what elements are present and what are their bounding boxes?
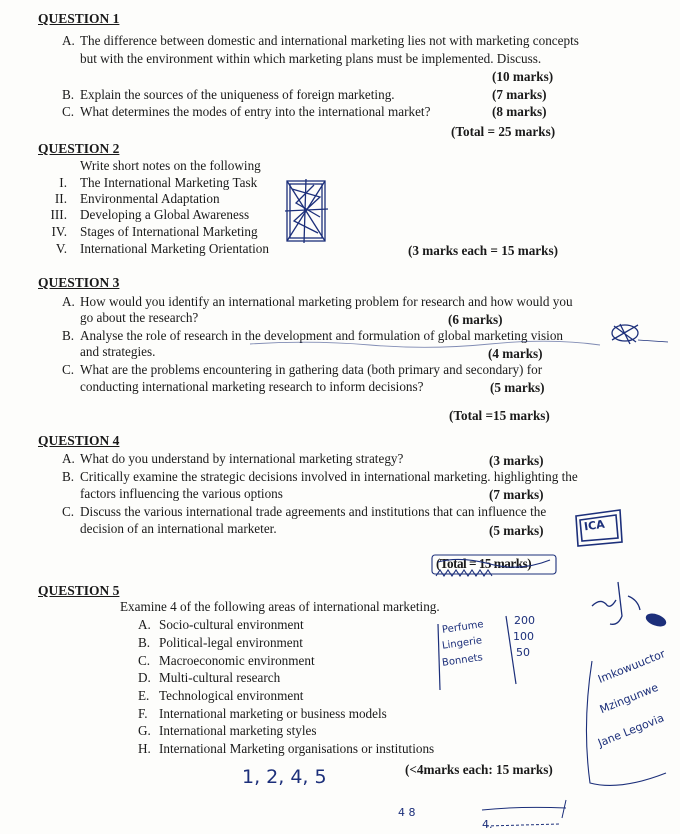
q5-item-b-text: Political-legal environment: [159, 635, 303, 650]
question-2-heading: QUESTION 2: [38, 141, 120, 156]
q4-b-letter: B.: [62, 469, 75, 484]
q3-c-marks: (5 marks): [490, 380, 545, 395]
question-5-heading: QUESTION 5: [38, 583, 120, 598]
q2-item-1-text: The International Marketing Task: [80, 175, 258, 190]
q5-item-h-letter: H.: [138, 741, 151, 756]
ica-stamp-text: ICA: [583, 517, 606, 534]
q1-b-letter: B.: [62, 87, 75, 102]
underline-scribble: [250, 336, 610, 350]
q4-a-marks: (3 marks): [489, 453, 544, 468]
q4-b-line2: factors influencing the various options: [80, 486, 283, 501]
q3-a-letter: A.: [62, 294, 75, 309]
q5-item-d-text: Multi-cultural research: [159, 670, 281, 685]
q5-item-g-text: International marketing styles: [159, 723, 317, 738]
q4-b-line1: Critically examine the strategic decisions involved in international marketing. highlighting the: [80, 469, 578, 484]
bottom-scribble: [480, 798, 580, 832]
q2-item-5-num: V.: [55, 241, 67, 256]
question-3-heading: QUESTION 3: [38, 275, 120, 290]
handwritten-num-1: 200: [514, 614, 535, 627]
q3-c-line2: conducting international marketing research to inform decisions?: [80, 379, 424, 394]
q2-intro: Write short notes on the following: [80, 158, 261, 173]
q2-item-1-num: I.: [59, 175, 67, 190]
q1-c-marks: (8 marks): [492, 104, 547, 119]
q5-item-a-letter: A.: [138, 617, 151, 632]
q5-item-b-letter: B.: [138, 635, 151, 650]
q4-a-text: What do you understand by international marketing strategy?: [80, 451, 404, 466]
q3-b-marks: (4 marks): [488, 346, 543, 361]
q5-item-f-letter: F.: [138, 706, 148, 721]
q2-item-3-text: Developing a Global Awareness: [80, 207, 250, 222]
q2-item-2-num: II.: [54, 191, 67, 206]
total-scribble: [430, 552, 560, 582]
q3-a-line2: go about the research?: [80, 310, 199, 325]
q1-b-marks: (7 marks): [492, 87, 547, 102]
handwritten-bottom-2: 4.: [482, 818, 493, 831]
q5-item-e-letter: E.: [138, 688, 150, 703]
box-sketch-icon: [284, 177, 330, 247]
q5-item-a-text: Socio-cultural environment: [159, 617, 304, 632]
margin-scribble: [588, 576, 678, 646]
q2-item-4-text: Stages of International Marketing: [80, 224, 258, 239]
q2-marks: (3 marks each = 15 marks): [408, 243, 558, 258]
q2-item-3-num: III.: [50, 207, 67, 222]
q3-a-line1: How would you identify an international marketing problem for research and how would you: [80, 294, 573, 309]
q3-b-letter: B.: [62, 328, 75, 343]
q5-item-e-text: Technological environment: [159, 688, 304, 703]
q1-a-marks: (10 marks): [492, 69, 554, 84]
q4-c-line2: decision of an international marketer.: [80, 521, 277, 536]
q5-item-c-letter: C.: [138, 653, 151, 668]
handwritten-num-3: 50: [516, 646, 530, 659]
q3-total: (Total =15 marks): [449, 408, 550, 423]
margin-note-2: Mzingunwe: [597, 680, 661, 717]
q1-b-text: Explain the sources of the uniqueness of foreign marketing.: [80, 87, 395, 102]
handwritten-bottom-1: 4 8: [398, 806, 416, 819]
margin-note-1: Imkowuuctor: [596, 647, 668, 686]
q1-a-letter: A.: [62, 33, 75, 48]
q3-b-line2: and strategies.: [80, 344, 156, 359]
q1-a-line2: but with the environment within which marketing plans must be implemented. Discuss.: [80, 51, 542, 66]
scribble-mark-icon: [608, 320, 658, 350]
handwritten-num-2: 100: [513, 630, 534, 643]
q3-a-marks: (6 marks): [448, 312, 503, 327]
handwritten-choice: 1, 2, 4, 5: [242, 766, 327, 788]
q4-a-letter: A.: [62, 451, 75, 466]
q5-intro: Examine 4 of the following areas of international marketing.: [120, 599, 440, 614]
q2-item-2-text: Environmental Adaptation: [80, 191, 220, 206]
q4-c-marks: (5 marks): [489, 523, 544, 538]
q5-item-f-text: International marketing or business models: [159, 706, 387, 721]
q4-total: (Total = 15 marks): [436, 556, 532, 571]
q3-b-line1: Analyse the role of research in the development and formulation of global marketing vision: [80, 328, 564, 343]
q4-c-line1: Discuss the various international trade agreements and institutions that can influence the: [80, 504, 547, 519]
q1-c-text: What determines the modes of entry into the international market?: [80, 104, 431, 119]
q5-item-c-text: Macroeconomic environment: [159, 653, 315, 668]
q5-marks: (<4marks each: 15 marks): [405, 762, 553, 777]
q3-c-line1: What are the problems encountering in gathering data (both primary and secondary) for: [80, 362, 543, 377]
question-1-heading: QUESTION 1: [38, 11, 120, 26]
margin-note-3: Jane Legovia: [596, 711, 666, 750]
q2-item-5-text: International Marketing Orientation: [80, 241, 269, 256]
q5-item-g-letter: G.: [138, 723, 151, 738]
handwritten-list-1: Perfume: [441, 619, 485, 636]
q2-item-4-num: IV.: [51, 224, 67, 239]
q5-item-d-letter: D.: [138, 670, 151, 685]
question-4-heading: QUESTION 4: [38, 433, 120, 448]
q1-c-letter: C.: [62, 104, 75, 119]
q3-c-letter: C.: [62, 362, 75, 377]
q1-total: (Total = 25 marks): [451, 124, 556, 139]
handwritten-list-3: Bonnets: [441, 652, 484, 669]
q4-b-marks: (7 marks): [489, 487, 544, 502]
q4-c-letter: C.: [62, 504, 75, 519]
q1-a-line1: The difference between domestic and international marketing lies not with marketing concepts: [80, 33, 579, 48]
handwritten-list-2: Lingerie: [441, 635, 483, 652]
q5-item-h-text: International Marketing organisations or institutions: [159, 741, 435, 756]
